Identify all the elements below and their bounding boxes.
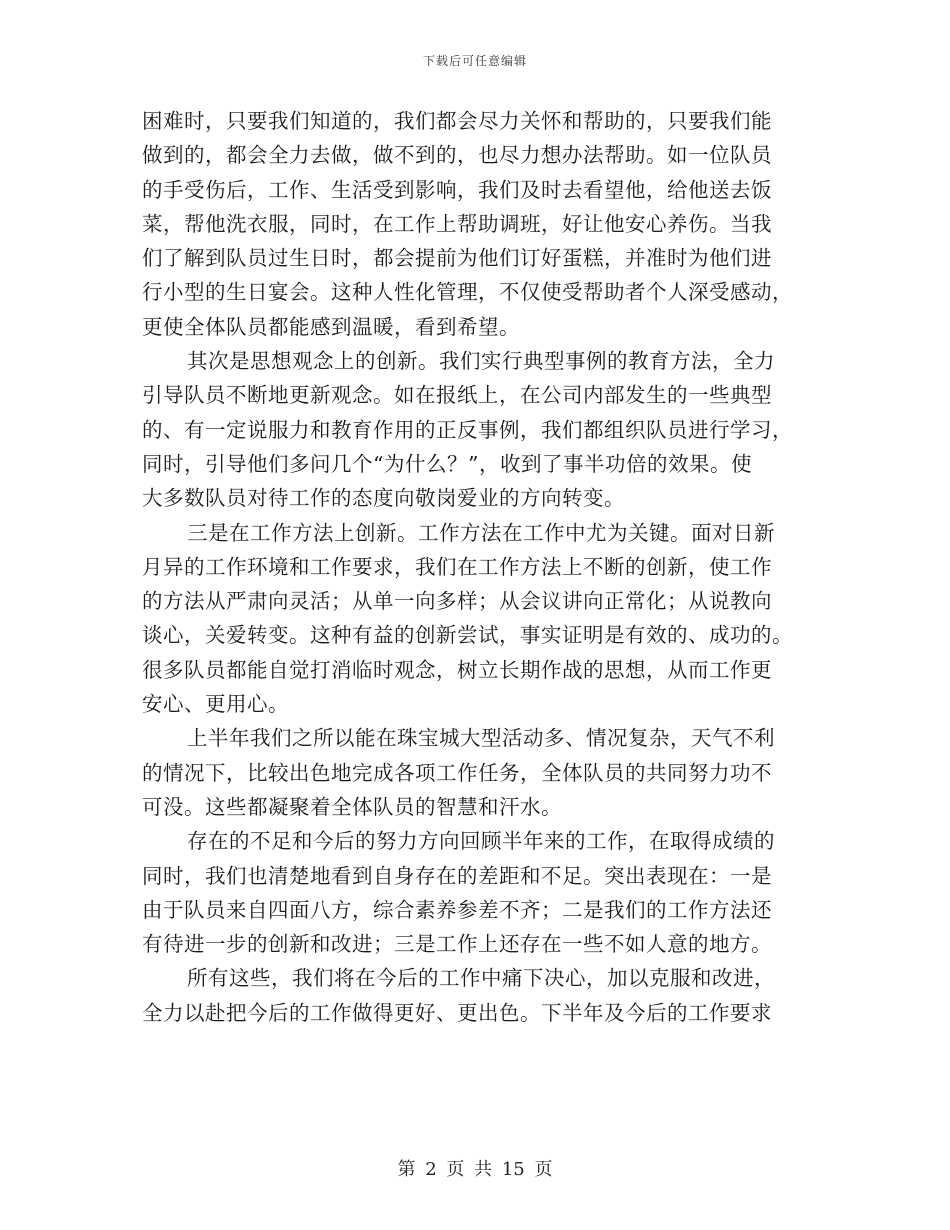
text-line: 月异的工作环境和工作要求，我们在工作方法上不断的创新，使工作 — [142, 554, 772, 579]
text-line: 由于队员来自四面八方，综合素养参差不齐；二是我们的工作方法还 — [142, 897, 772, 922]
text-line: 的情况下，比较出色地完成各项工作任务，全体队员的共同努力功不 — [142, 760, 772, 785]
text-line: 有待进一步的创新和改进；三是工作上还存在一些不如人意的地方。 — [142, 932, 772, 957]
text-line: 更使全体队员都能感到温暖，看到希望。 — [142, 314, 520, 339]
text-line: 同时，我们也清楚地看到自身存在的差距和不足。突出表现在：一是 — [142, 863, 772, 888]
text-line: 做到的，都会全力去做，做不到的，也尽力想办法帮助。如一位队员 — [142, 143, 772, 168]
text-line: 的方法从严肃向灵活；从单一向多样；从会议讲向正常化；从说教向 — [142, 589, 772, 614]
text-line: 的手受伤后，工作、生活受到影响，我们及时去看望他，给他送去饭 — [142, 177, 772, 202]
text-line: 谈心，关爱转变。这种有益的创新尝试，事实证明是有效的、成功的。 — [142, 623, 793, 648]
text-line: 同时，引导他们多问几个“为什么？”，收到了事半功倍的效果。使 — [142, 451, 752, 476]
text-line: 很多队员都能自觉打消临时观念，树立长期作战的思想，从而工作更 — [142, 657, 772, 682]
text-line: 大多数队员对待工作的态度向敬岗爱业的方向转变。 — [142, 486, 625, 511]
text-line: 全力以赴把今后的工作做得更好、更出色。下半年及今后的工作要求 — [142, 1000, 772, 1025]
paragraph-start-line: 存在的不足和今后的努力方向回顾半年来的工作，在取得成绩的 — [187, 829, 775, 854]
text-line: 们了解到队员过生日时，都会提前为他们订好蛋糕，并准时为他们进 — [142, 246, 772, 271]
text-line: 行小型的生日宴会。这种人性化管理，不仅使受帮助者个人深受感动， — [142, 280, 793, 305]
text-line: 可没。这些都凝聚着全体队员的智慧和汗水。 — [142, 794, 562, 819]
document-body — [142, 104, 812, 1030]
text-line: 困难时，只要我们知道的，我们都会尽力关怀和帮助的，只要我们能 — [142, 109, 772, 133]
paragraph-start-line: 所有这些，我们将在今后的工作中痛下决心，加以克服和改进， — [187, 966, 775, 991]
paragraph-start-line: 上半年我们之所以能在珠宝城大型活动多、情况复杂，天气不利 — [187, 726, 775, 751]
page-number-footer: 第 2 页 共 15 页 — [397, 1159, 553, 1180]
page-header: 下载后可任意编辑 — [422, 54, 527, 68]
paragraph-start-line: 三是在工作方法上创新。工作方法在工作中尤为关键。面对日新 — [187, 520, 775, 545]
text-line: 菜，帮他洗衣服，同时，在工作上帮助调班，好让他安心养伤。当我 — [142, 211, 772, 236]
paragraph-start-line: 其次是思想观念上的创新。我们实行典型事例的教育方法，全力 — [187, 349, 775, 374]
text-line: 安心、更用心。 — [142, 692, 289, 717]
text-line: 的、有一定说服力和教育作用的正反事例，我们都组织队员进行学习， — [142, 417, 793, 442]
text-line: 引导队员不断地更新观念。如在报纸上，在公司内部发生的一些典型 — [142, 383, 772, 408]
